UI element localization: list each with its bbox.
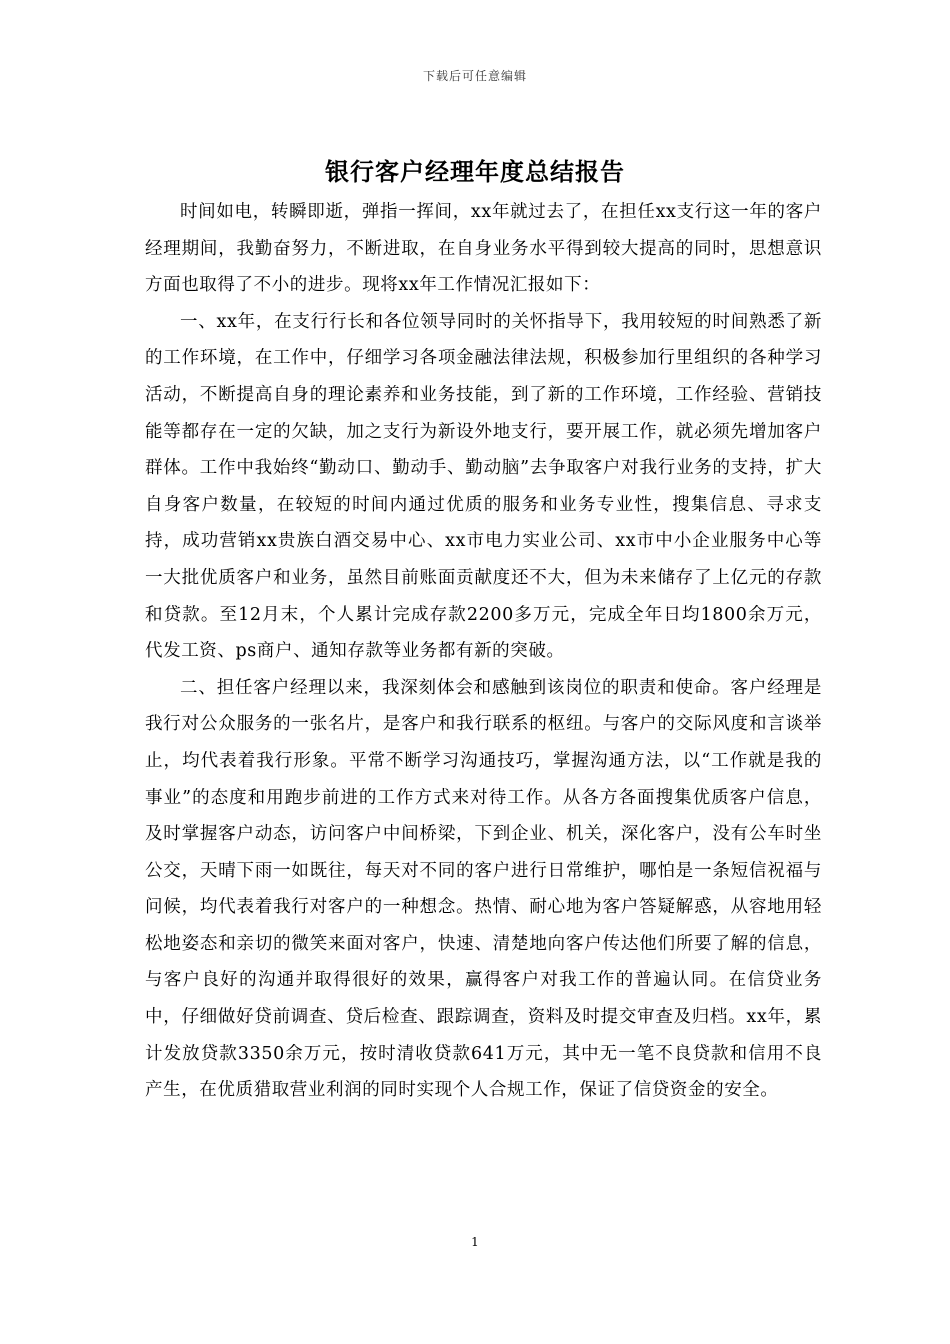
paragraph-section-2: 二、担任客户经理以来，我深刻体会和感触到该岗位的职责和使命。客户经理是我行对公众服务的一张名片，是客户和我行联系的枢纽。与客户的交际风度和言谈举止，均代表着我行形象。平常不断学习沟通技巧，掌握沟通方法，以“工作就是我的事业”的态度和用跑步前进的工作方式来对待工作。从各方各面搜集优质客户信息，及时掌握客户动态，访问客户中间桥梁，下到企业、机关，深化客户，没有公车时坐公交，天晴下雨一如既往，每天对不同的客户进行日常维护，哪怕是一条短信祝福与问候，均代表着我行对客户的一种想念。热情、耐心地为客户答疑解惑，从容地用轻松地姿态和亲切的微笑来面对客户，快速、清楚地向客户传达他们所要了解的信息，与客户良好的沟通并取得很好的效果，赢得客户对我工作的普遍认同。在信贷业务中，仔细做好贷前调查、贷后检查、跟踪调查，资料及时提交审查及归档。xx年，累计发放贷款3350余万元，按时清收贷款641万元，其中无一笔不良贷款和信用不良产生，在优质猎取营业利润的同时实现个人合规工作，保证了信贷资金的安全。 xyxy=(145,677,822,1101)
header-note: 下载后可任意编辑 xyxy=(422,69,527,83)
paragraph-section-1: 一、xx年，在支行行长和各位领导同时的关怀指导下，我用较短的时间熟悉了新的工作环境，在工作中，仔细学习各项金融法律法规，积极参加行里组织的各种学习活动，不断提高自身的理论素养和业务技能，到了新的工作环境，工作经验、营销技能等都存在一定的欠缺，加之支行为新设外地支行，要开展工作，就必须先增加客户群体。工作中我始终“勤动口、勤动手、勤动脑”去争取客户对我行业务的支持，扩大自身客户数量，在较短的时间内通过优质的服务和业务专业性，搜集信息、寻求支持，成功营销xx贵族白酒交易中心、xx市电力实业公司、xx市中小企业服务中心等一大批优质客户和业务，虽然目前账面贡献度还不大，但为未来储存了上亿元的存款和贷款。至12月末，个人累计完成存款2200多万元，完成全年日均1800余万元，代发工资、ps商户、通知存款等业务都有新的突破。 xyxy=(145,311,822,662)
document-body xyxy=(145,194,822,1109)
paragraph-intro: 时间如电，转瞬即逝，弹指一挥间，xx年就过去了，在担任xx支行这一年的客户经理期间，我勤奋努力，不断进取，在自身业务水平得到较大提高的同时，思想意识方面也取得了不小的进步。现将xx年工作情况汇报如下： xyxy=(145,202,822,296)
document-title: 银行客户经理年度总结报告 xyxy=(325,158,625,186)
page-number: 1 xyxy=(471,1235,479,1249)
